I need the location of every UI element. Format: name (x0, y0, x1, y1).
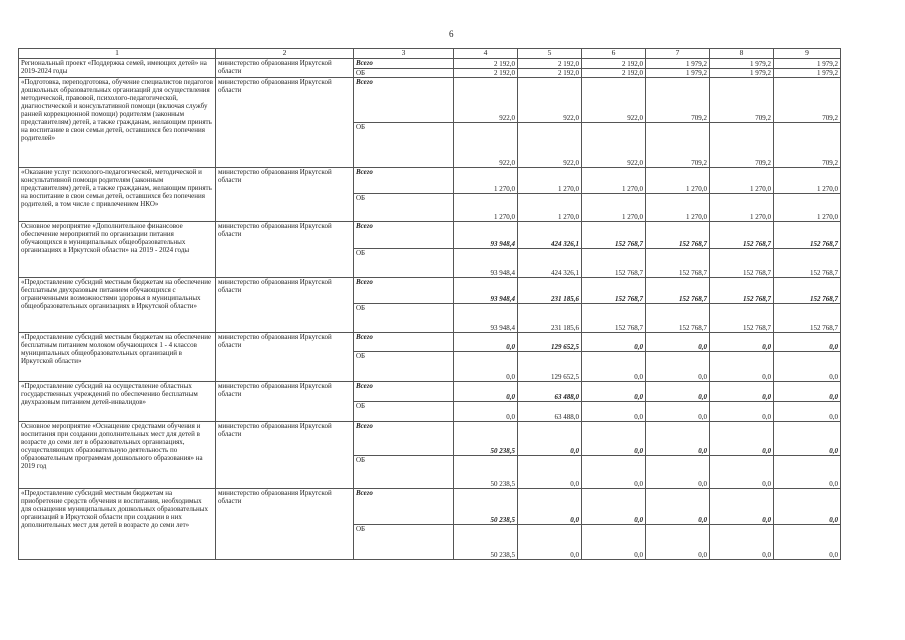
ob-value: 922,0 (518, 123, 582, 168)
table-row (19, 333, 841, 352)
total-value: 1 270,0 (710, 168, 774, 194)
activity-name: Региональный проект «Поддержка семей, имеющих детей» на 2019-2024 годы (19, 59, 216, 78)
header-row (19, 49, 841, 59)
ob-value: 0,0 (710, 456, 774, 489)
ob-value: 1 979,2 (646, 69, 710, 78)
executor: министерство образования Иркутской области (216, 78, 354, 168)
ob-value: 129 652,5 (518, 352, 582, 382)
table-row (19, 59, 841, 69)
ob-label: ОБ (354, 456, 454, 489)
header-cell: 5 (518, 49, 582, 59)
total-value: 709,2 (710, 78, 774, 123)
ob-value: 0,0 (774, 525, 841, 560)
ob-value: 0,0 (518, 456, 582, 489)
total-value: 709,2 (646, 78, 710, 123)
ob-value: 709,2 (646, 123, 710, 168)
activity-name: «Предоставление субсидий на осуществление областных государственных учреждений по обеспечению бесплатным двухразовым питанием детей-инвалидов» (19, 382, 216, 422)
executor: министерство образования Иркутской области (216, 489, 354, 560)
ob-value: 93 948,4 (454, 249, 518, 278)
total-value: 0,0 (646, 382, 710, 402)
executor: министерство образования Иркутской области (216, 59, 354, 78)
ob-value: 1 270,0 (454, 194, 518, 222)
total-value: 0,0 (518, 489, 582, 525)
ob-value: 0,0 (582, 525, 646, 560)
ob-value: 1 270,0 (646, 194, 710, 222)
total-value: 0,0 (710, 382, 774, 402)
ob-value: 709,2 (774, 123, 841, 168)
activity-name: Основное мероприятие «Оснащение средствами обучения и воспитания при создании дополнительных мест для детей в возрасте до семи лет в образовательных организациях, осуществляющих образовательную деятельность по образовательным программам дошкольного образования» на 2019 год (19, 422, 216, 489)
ob-label: ОБ (354, 194, 454, 222)
total-label: Всего (354, 222, 454, 249)
total-value: 1 270,0 (454, 168, 518, 194)
ob-value: 0,0 (710, 525, 774, 560)
total-value: 0,0 (582, 333, 646, 352)
ob-value: 0,0 (710, 402, 774, 422)
ob-value: 0,0 (710, 352, 774, 382)
total-label: Всего (354, 278, 454, 304)
ob-value: 0,0 (774, 456, 841, 489)
total-value: 129 652,5 (518, 333, 582, 352)
ob-value: 0,0 (518, 525, 582, 560)
total-value: 0,0 (518, 422, 582, 456)
total-value: 0,0 (582, 382, 646, 402)
total-label: Всего (354, 333, 454, 352)
ob-label: ОБ (354, 69, 454, 78)
total-value: 0,0 (774, 489, 841, 525)
ob-value: 0,0 (774, 352, 841, 382)
ob-value: 1 270,0 (710, 194, 774, 222)
total-value: 0,0 (710, 422, 774, 456)
ob-value: 0,0 (646, 525, 710, 560)
ob-label: ОБ (354, 249, 454, 278)
ob-value: 63 488,0 (518, 402, 582, 422)
total-value: 1 270,0 (518, 168, 582, 194)
ob-label: ОБ (354, 123, 454, 168)
total-value: 152 768,7 (646, 222, 710, 249)
table-row (19, 78, 841, 123)
header-cell: 1 (19, 49, 216, 59)
total-value: 1 270,0 (582, 168, 646, 194)
activity-name: «Предоставление субсидий местным бюджетам на обеспечение бесплатным двухразовым питанием обучающихся с ограниченными возможностями здоровья в муниципальных общеобразовательных организациях в Иркутской области» (19, 278, 216, 333)
ob-label: ОБ (354, 402, 454, 422)
total-value: 922,0 (518, 78, 582, 123)
total-value: 152 768,7 (710, 222, 774, 249)
header-cell: 6 (582, 49, 646, 59)
ob-value: 152 768,7 (646, 249, 710, 278)
ob-value: 0,0 (454, 402, 518, 422)
ob-value: 50 238,5 (454, 525, 518, 560)
ob-value: 0,0 (646, 352, 710, 382)
ob-value: 152 768,7 (710, 304, 774, 333)
total-value: 152 768,7 (646, 278, 710, 304)
total-label: Всего (354, 59, 454, 69)
total-value: 922,0 (582, 78, 646, 123)
ob-value: 93 948,4 (454, 304, 518, 333)
total-label: Всего (354, 422, 454, 456)
ob-value: 1 270,0 (774, 194, 841, 222)
executor: министерство образования Иркутской области (216, 168, 354, 222)
total-value: 2 192,0 (582, 59, 646, 69)
total-value: 0,0 (774, 333, 841, 352)
ob-value: 922,0 (582, 123, 646, 168)
ob-value: 1 270,0 (518, 194, 582, 222)
executor: министерство образования Иркутской области (216, 422, 354, 489)
activity-name: «Предоставление субсидий местным бюджетам на приобретение средств обучения и воспитания, необходимых для оснащения муниципальных дошкольных образовательных организаций в Иркутской области при создании в них дополнительных мест для детей в возрасте до семи лет» (19, 489, 216, 560)
executor: министерство образования Иркутской области (216, 222, 354, 278)
table-row (19, 222, 841, 249)
total-value: 152 768,7 (774, 278, 841, 304)
ob-value: 152 768,7 (774, 304, 841, 333)
table-row (19, 382, 841, 402)
total-value: 0,0 (646, 333, 710, 352)
total-value: 922,0 (454, 78, 518, 123)
header-cell: 8 (710, 49, 774, 59)
ob-label: ОБ (354, 304, 454, 333)
ob-value: 0,0 (454, 352, 518, 382)
total-value: 0,0 (582, 422, 646, 456)
total-value: 709,2 (774, 78, 841, 123)
total-label: Всего (354, 78, 454, 123)
total-value: 93 948,4 (454, 278, 518, 304)
ob-value: 0,0 (646, 402, 710, 422)
table-row (19, 489, 841, 525)
ob-value: 0,0 (774, 402, 841, 422)
total-value: 1 270,0 (646, 168, 710, 194)
total-value: 0,0 (710, 333, 774, 352)
total-value: 1 979,2 (646, 59, 710, 69)
page-number: 6 (449, 29, 454, 39)
header-cell: 9 (774, 49, 841, 59)
header-cell: 7 (646, 49, 710, 59)
total-value: 0,0 (646, 422, 710, 456)
ob-value: 152 768,7 (582, 249, 646, 278)
total-value: 0,0 (582, 489, 646, 525)
executor: министерство образования Иркутской области (216, 278, 354, 333)
budget-table (18, 48, 841, 560)
total-value: 0,0 (774, 422, 841, 456)
total-value: 50 238,5 (454, 422, 518, 456)
total-label: Всего (354, 489, 454, 525)
activity-name: «Предоставление субсидий местным бюджетам на обеспечение бесплатным питанием молоком обучающихся 1 - 4 классов муниципальных общеобразовательных организаций в Иркутской области» (19, 333, 216, 382)
ob-value: 0,0 (646, 456, 710, 489)
total-value: 0,0 (774, 382, 841, 402)
total-value: 424 326,1 (518, 222, 582, 249)
total-value: 152 768,7 (582, 278, 646, 304)
total-value: 152 768,7 (710, 278, 774, 304)
ob-value: 709,2 (710, 123, 774, 168)
ob-value: 152 768,7 (710, 249, 774, 278)
activity-name: «Подготовка, переподготовка, обучение специалистов педагогов дошкольных образовательных организаций для осуществления методической, правовой, психолого-педагогической, диагностической и консультативной помощи (включая службу ранней коррекционной помощи) родителям (законным представителям) детей, а также гражданам, желающим принять на воспитание в свои семьи детей, оставшихся без попечения родителей» (19, 78, 216, 168)
total-value: 152 768,7 (774, 222, 841, 249)
header-cell: 3 (354, 49, 454, 59)
total-value: 231 185,6 (518, 278, 582, 304)
ob-value: 2 192,0 (582, 69, 646, 78)
executor: министерство образования Иркутской области (216, 382, 354, 422)
ob-value: 1 979,2 (710, 69, 774, 78)
total-value: 93 948,4 (454, 222, 518, 249)
total-value: 152 768,7 (582, 222, 646, 249)
ob-value: 424 326,1 (518, 249, 582, 278)
total-value: 1 979,2 (710, 59, 774, 69)
table-row (19, 422, 841, 456)
total-value: 1 270,0 (774, 168, 841, 194)
header-cell: 4 (454, 49, 518, 59)
ob-value: 0,0 (582, 402, 646, 422)
ob-value: 0,0 (582, 456, 646, 489)
total-value: 0,0 (454, 382, 518, 402)
total-value: 1 979,2 (774, 59, 841, 69)
activity-name: Основное мероприятие «Дополнительное финансовое обеспечение мероприятий по организации питания обучающихся в муниципальных общеобразовательных организациях в Иркутской области» на 2019 - 2024 годы (19, 222, 216, 278)
ob-value: 152 768,7 (582, 304, 646, 333)
activity-name: «Оказание услуг психолого-педагогической, методической и консультативной помощи родителям (законным представителям) детей, а также гражданам, желающим принять на воспитание в свои семьи детей, оставшихся без попечения родителей, в том числе с привлечением НКО» (19, 168, 216, 222)
total-label: Всего (354, 382, 454, 402)
ob-value: 50 238,5 (454, 456, 518, 489)
ob-value: 152 768,7 (646, 304, 710, 333)
ob-value: 2 192,0 (518, 69, 582, 78)
header-cell: 2 (216, 49, 354, 59)
total-value: 0,0 (710, 489, 774, 525)
total-value: 0,0 (454, 333, 518, 352)
ob-value: 1 270,0 (582, 194, 646, 222)
total-value: 0,0 (646, 489, 710, 525)
total-value: 63 488,0 (518, 382, 582, 402)
ob-value: 231 185,6 (518, 304, 582, 333)
total-value: 50 238,5 (454, 489, 518, 525)
total-value: 2 192,0 (454, 59, 518, 69)
ob-value: 1 979,2 (774, 69, 841, 78)
total-value: 2 192,0 (518, 59, 582, 69)
ob-value: 152 768,7 (774, 249, 841, 278)
ob-value: 0,0 (582, 352, 646, 382)
ob-label: ОБ (354, 525, 454, 560)
table-row (19, 168, 841, 194)
total-label: Всего (354, 168, 454, 194)
ob-label: ОБ (354, 352, 454, 382)
executor: министерство образования Иркутской области (216, 333, 354, 382)
ob-value: 2 192,0 (454, 69, 518, 78)
table-row (19, 278, 841, 304)
ob-value: 922,0 (454, 123, 518, 168)
